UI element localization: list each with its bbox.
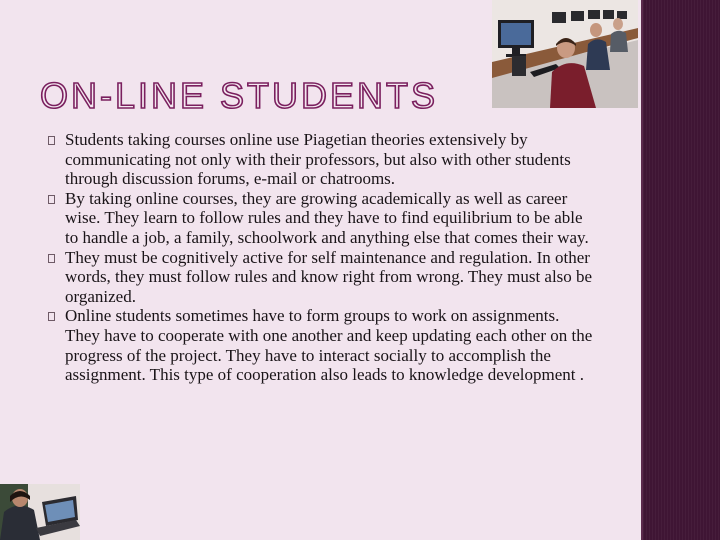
square-bullet-icon: [48, 254, 55, 263]
laptop-student-illustration: [0, 484, 80, 540]
bullet-item: [46, 248, 596, 307]
bullet-text: They must be cognitively active for self maintenance and regulation. In other words, they must follow rules and know right from wrong. They must also be organized.: [65, 247, 593, 306]
computer-lab-illustration: [492, 0, 638, 108]
bullet-item: [46, 130, 596, 189]
bullet-text: By taking online courses, they are growing academically as well as career wise. They learn to follow rules and they have to find equilibrium to be able to handle a job, a family, schoolwork and anything else that comes their way.: [65, 188, 589, 247]
square-bullet-icon: [48, 195, 55, 204]
decorative-side-band: [641, 0, 720, 540]
bullet-item: [46, 306, 596, 384]
bullet-text: Students taking courses online use Piagetian theories extensively by communicating not only with their professors, but also with other students through discussion forums, e-mail or chatrooms.: [65, 130, 571, 189]
slide-title: ON-LINE STUDENTS: [40, 75, 439, 116]
square-bullet-icon: [48, 312, 55, 321]
bullet-text: Online students sometimes have to form groups to work on assignments. They have to cooperate with one another and keep updating each other on the progress of the project. They have to interact socially to accomplish the assignment. This type of cooperation also leads to knowledge development .: [65, 306, 593, 385]
bullet-item: [46, 189, 596, 248]
computer-lab-photo: [492, 0, 638, 108]
laptop-student-photo: [0, 484, 80, 540]
square-bullet-icon: [48, 136, 55, 145]
bullet-list: [46, 130, 596, 385]
